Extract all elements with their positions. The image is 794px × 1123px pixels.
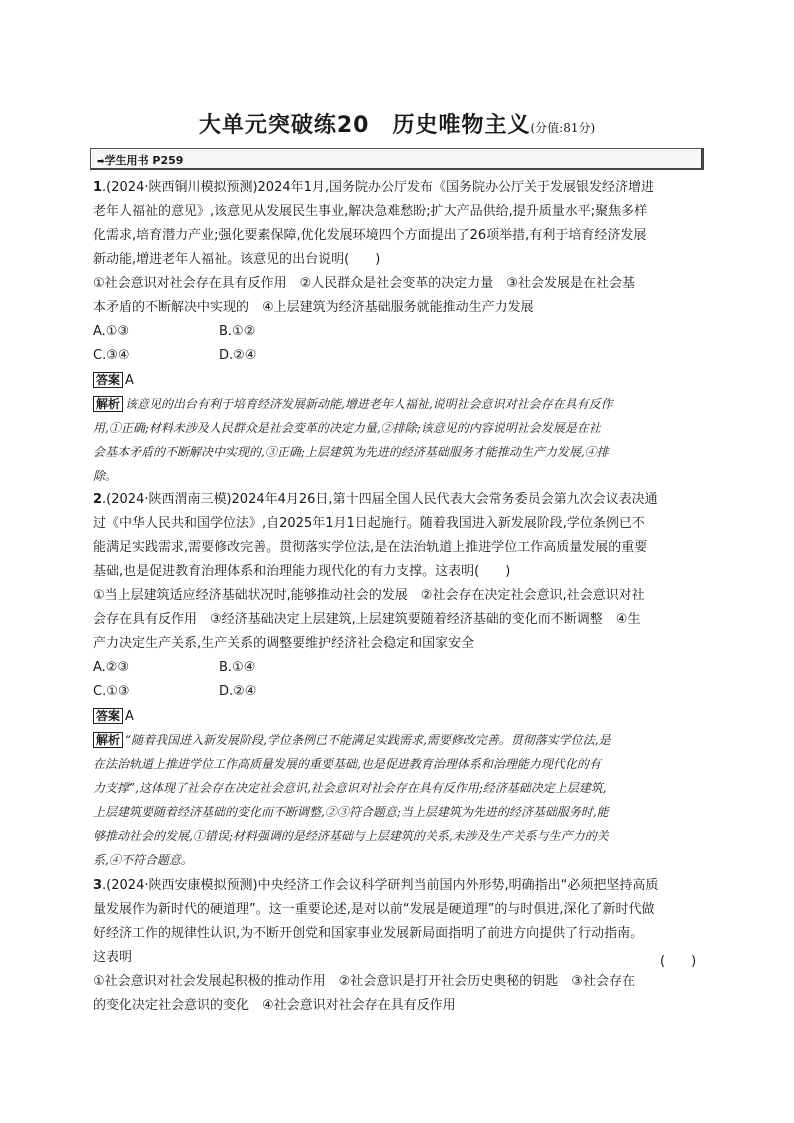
q3-statements-line-2: 的变化决定社会意识的变化 ④社会意识对社会存在具有反作用 [93, 998, 456, 1013]
q2-analysis-line-5: 够推动社会的发展,①错误;材料强调的是经济基础与上层建筑的关系,未涉及生产关系与生产力的关 [93, 829, 609, 843]
q2-line-1: 2.(2024·陕西渭南三模)2024年4月26日,第十四届全国人民代表大会常务委员会第九次会议表决通 [93, 492, 658, 507]
q2-line-2: 过《中华人民共和国学位法》,自2025年1月1日起施行。随着我国进入新发展阶段,学位条例已不 [93, 516, 645, 531]
q1-option-c[interactable]: C.③④ [93, 348, 130, 363]
q1-line-5: ①社会意识对社会存在具有反作用 ②人民群众是社会变革的决定力量 ③社会发展是在社会基 [93, 276, 635, 291]
q3-statements-line-1: ①社会意识对社会发展起积极的推动作用 ②社会意识是打开社会历史奥秘的钥匙 ③社会存在 [93, 974, 635, 989]
q2-line-6: 会存在具有反作用 ③经济基础决定上层建筑,上层建筑要随着经济基础的变化而不断调整 ④生 [93, 612, 641, 627]
q1-option-a[interactable]: A.①③ [93, 324, 130, 339]
q1-line-3: 化需求,培育潜力产业;强化要素保障,优化发展环境四个方面提出了26项举措,有利于培育经济发展 [93, 228, 647, 243]
q2-number: 2 [93, 492, 103, 507]
q1-answer-value: A [125, 373, 134, 388]
q3-line-2: 量发展作为新时代的硬道理”。这一重要论述,是对以前“发展是硬道理”的与时俱进,深化了新时代做 [93, 902, 655, 917]
q1-options-row-1 [93, 324, 255, 340]
q2-line-7: 产力决定生产关系,生产关系的调整要维护经济社会稳定和国家安全 [93, 636, 475, 651]
q1-analysis-line-4: 除。 [93, 469, 118, 483]
q2-analysis-line-6: 系,④不符合题意。 [93, 853, 193, 867]
q2-analysis-line-2: 在法治轨道上推进学位工作高质量发展的重要基础,也是促进教育治理体系和治理能力现代化的有 [93, 757, 601, 771]
q3-line-1: 3.(2024·陕西安康模拟预测)中央经济工作会议科学研判当前国内外形势,明确指出“必须把坚持高质 [93, 878, 659, 893]
q2-line-4: 基础,也是促进教育治理体系和治理能力现代化的有力支撑。这表明( ) [93, 564, 511, 579]
answer-tag: 答案 [93, 372, 123, 388]
q1-analysis-line-2: 用,①正确;材料未涉及人民群众是社会变革的决定力量,②排除;该意见的内容说明社会发展是在社 [93, 421, 601, 435]
q2-option-c[interactable]: C.①③ [93, 684, 130, 699]
q2-analysis-line-4: 上层建筑要随着经济基础的变化而不断调整,②③符合题意;当上层建筑为先进的经济基础服务时,能 [93, 805, 609, 819]
q2-option-a[interactable]: A.②③ [93, 660, 130, 675]
q2-options-row-1 [93, 660, 255, 676]
q1-analysis-line-1: 解析 该意见的出台有利于培育经济发展新动能,增进老年人福祉,说明社会意识对社会存在具有反作 [93, 396, 613, 412]
q2-answer [93, 708, 134, 725]
q1-line-2: 老年人福祉的意见》,该意见从发展民生事业,解决急难愁盼;扩大产品供给,提升质量水平;聚焦多样 [93, 204, 648, 219]
banner-text: 学生用书 P259 [104, 154, 184, 167]
q2-option-b[interactable]: B.①④ [219, 660, 256, 675]
q1-analysis-line-3: 会基本矛盾的不断解决中实现的,③正确;上层建筑为先进的经济基础服务才能推动生产力发展,④排 [93, 445, 609, 459]
q2-analysis-line-3: 力支撑”,这体现了社会存在决定社会意识,社会意识对社会存在具有反作用;经济基础决定上层建筑, [93, 781, 607, 795]
banner-label [97, 152, 183, 168]
q2-analysis-line-1: 解析 “随着我国进入新发展阶段,学位条例已不能满足实践需求,需要修改完善。贯彻落实学位法,是 [93, 732, 611, 748]
q1-options-row-2 [93, 348, 256, 364]
q3-answer-bracket: ( ) [660, 954, 697, 969]
answer-tag: 答案 [93, 708, 123, 724]
q2-line-3: 能满足实践需求,需要修改完善。贯彻落实学位法,是在法治轨道上推进学位工作高质量发展的重要 [93, 540, 648, 555]
q1-line-4: 新动能,增进老年人福祉。该意见的出台说明( ) [93, 252, 381, 267]
q3-line-3: 好经济工作的规律性认识,为不断开创党和国家事业发展新局面指明了前进方向提供了行动指南。 [93, 926, 644, 941]
analysis-tag: 解析 [93, 732, 123, 748]
source-banner [90, 148, 704, 170]
q2-option-d[interactable]: D.②④ [219, 684, 257, 699]
q3-line-4: 这表明 [93, 950, 133, 965]
q1-number: 1 [93, 180, 103, 195]
q2-line-5: ①当上层建筑适应经济基础状况时,能够推动社会的发展 ②社会存在决定社会意识,社会意识对社 [93, 588, 645, 603]
analysis-tag: 解析 [93, 396, 123, 412]
title-score: (分值:81分) [530, 121, 596, 135]
q3-number: 3 [93, 878, 103, 893]
page-title [0, 108, 794, 139]
q2-options-row-2 [93, 684, 256, 700]
q1-line-1: 1.(2024·陕西铜川模拟预测)2024年1月,国务院办公厅发布《国务院办公厅关于发展银发经济增进 [93, 180, 655, 195]
arrow-right-icon: ➡ [97, 157, 105, 167]
q2-answer-value: A [125, 709, 134, 724]
title-main: 大单元突破练20 历史唯物主义 [198, 113, 531, 138]
q1-line-6: 本矛盾的不断解决中实现的 ④上层建筑为经济基础服务就能推动生产力发展 [93, 300, 534, 315]
q1-answer [93, 372, 134, 389]
q1-option-b[interactable]: B.①② [219, 324, 256, 339]
q1-option-d[interactable]: D.②④ [219, 348, 257, 363]
